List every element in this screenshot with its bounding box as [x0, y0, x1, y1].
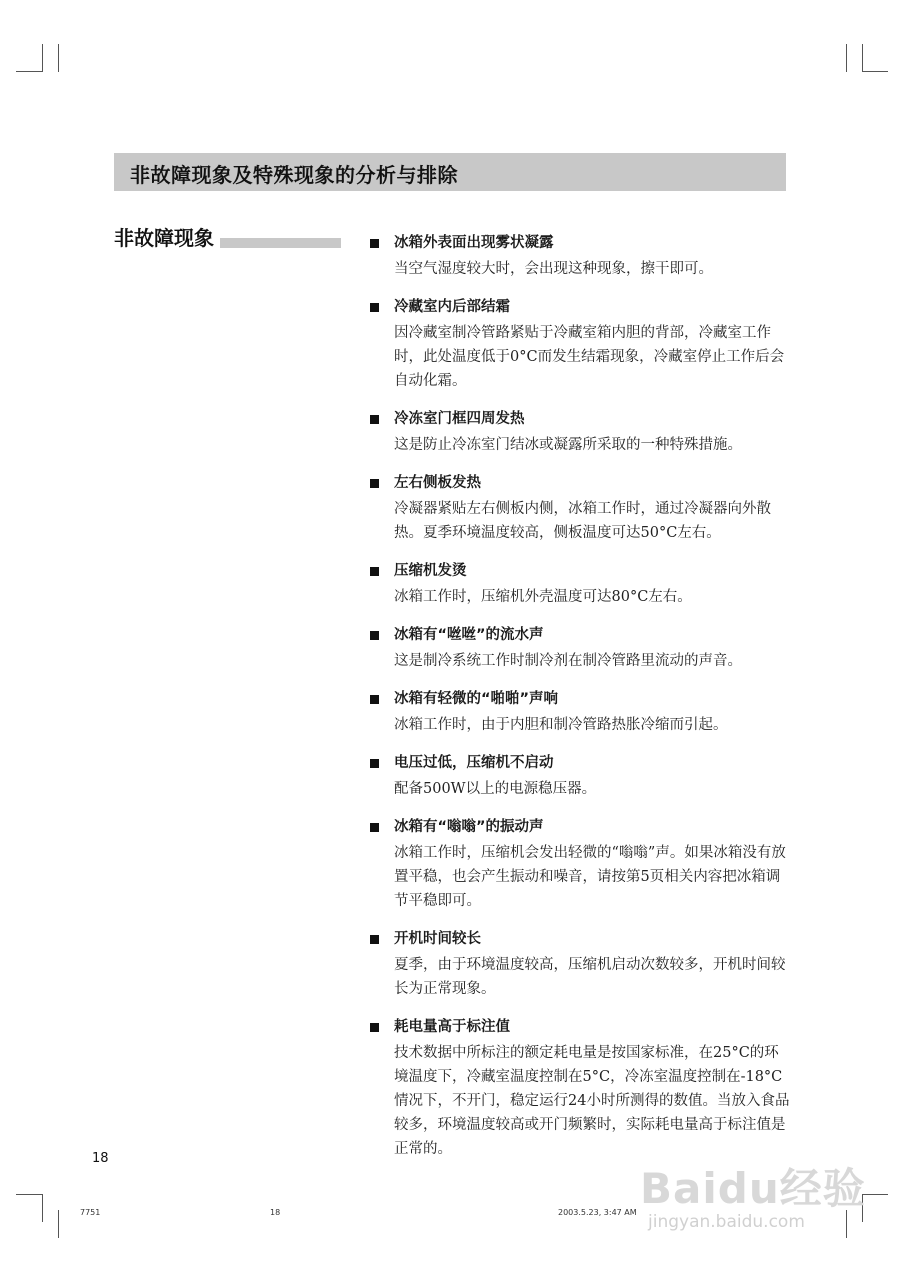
list-item [370, 1016, 790, 1161]
item-body: 这是防止冷冻室门结冰或凝露所采取的一种特殊措施。 [394, 437, 742, 453]
item-heading: 耗电量高于标注值 [394, 1019, 510, 1035]
list-item [370, 232, 790, 281]
item-heading: 开机时间较长 [394, 931, 481, 947]
watermark-logo: Baidu经验 [640, 1164, 866, 1213]
footer-page: 18 [270, 1208, 281, 1217]
item-body: 冰箱工作时，由于内胆和制冷管路热胀冷缩而引起。 [394, 717, 728, 733]
list-item [370, 752, 790, 801]
bullet-icon [370, 631, 379, 640]
item-body: 配备500W以上的电源稳压器。 [394, 781, 597, 797]
item-heading: 冰箱有轻微的“啪啪”声响 [394, 691, 559, 707]
list-item [370, 624, 790, 673]
list-item [370, 408, 790, 457]
item-body: 技术数据中所标注的额定耗电量是按国家标准，在25°C的环境温度下，冷藏室温度控制在5°C，冷冻室温度控制在-18°C情况下，不开门，稳定运行24小时所测得的数值。当放入食品较多，环境温度较高或开门频繁时，实际耗电量高于标注值是正常的。 [394, 1045, 790, 1157]
bullet-icon [370, 759, 379, 768]
list-item [370, 688, 790, 737]
crop-mark [58, 44, 59, 72]
bullet-icon [370, 303, 379, 312]
item-heading: 冰箱有“嗡嗡”的振动声 [394, 819, 544, 835]
item-heading: 冰箱有“咝咝”的流水声 [394, 627, 544, 643]
list-item [370, 928, 790, 1001]
item-body: 当空气湿度较大时，会出现这种现象，擦干即可。 [394, 261, 713, 277]
crop-mark [16, 1194, 42, 1195]
bullet-icon [370, 567, 379, 576]
bullet-icon [370, 239, 379, 248]
crop-mark [42, 44, 43, 72]
item-body: 冰箱工作时，压缩机外壳温度可达80°C左右。 [394, 589, 692, 605]
bullet-icon [370, 415, 379, 424]
item-heading: 冰箱外表面出现雾状凝露 [394, 235, 554, 251]
list-item [370, 560, 790, 609]
item-body: 因冷藏室制冷管路紧贴于冷藏室箱内胆的背部，冷藏室工作时，此处温度低于0°C而发生结霜现象，冷藏室停止工作后会自动化霜。 [394, 325, 785, 389]
list-item [370, 472, 790, 545]
item-list [370, 232, 790, 1176]
watermark-url: jingyan.baidu.com [648, 1212, 805, 1232]
bullet-icon [370, 935, 379, 944]
section-title: 非故障现象 [114, 226, 214, 250]
crop-mark [58, 1210, 59, 1238]
page-number: 18 [92, 1151, 109, 1166]
list-item [370, 816, 790, 913]
item-heading: 冷藏室内后部结霜 [394, 299, 510, 315]
bullet-icon [370, 695, 379, 704]
item-heading: 冷冻室门框四周发热 [394, 411, 525, 427]
crop-mark [16, 71, 42, 72]
crop-mark [846, 44, 847, 72]
bullet-icon [370, 823, 379, 832]
item-heading: 电压过低，压缩机不启动 [394, 755, 554, 771]
item-heading: 压缩机发烫 [394, 563, 467, 579]
title-banner [114, 153, 786, 191]
bullet-icon [370, 1023, 379, 1032]
bullet-icon [370, 479, 379, 488]
section-divider [220, 238, 341, 248]
item-body: 这是制冷系统工作时制冷剂在制冷管路里流动的声音。 [394, 653, 742, 669]
footer-timestamp: 2003.5.23, 3:47 AM [558, 1208, 637, 1217]
item-body: 冷凝器紧贴左右侧板内侧，冰箱工作时，通过冷凝器向外散热。夏季环境温度较高，侧板温度可达50°C左右。 [394, 501, 771, 541]
list-item [370, 296, 790, 393]
crop-mark [862, 1194, 888, 1195]
item-heading: 左右侧板发热 [394, 475, 481, 491]
footer-file-id: 7751 [80, 1208, 101, 1217]
crop-mark [862, 71, 888, 72]
crop-mark [862, 44, 863, 72]
page-title: 非故障现象及特殊现象的分析与排除 [130, 163, 458, 187]
crop-mark [42, 1194, 43, 1222]
item-body: 冰箱工作时，压缩机会发出轻微的“嗡嗡”声。如果冰箱没有放置平稳，也会产生振动和噪音，请按第5页相关内容把冰箱调节平稳即可。 [394, 845, 786, 909]
item-body: 夏季，由于环境温度较高，压缩机启动次数较多，开机时间较长为正常现象。 [394, 957, 786, 997]
